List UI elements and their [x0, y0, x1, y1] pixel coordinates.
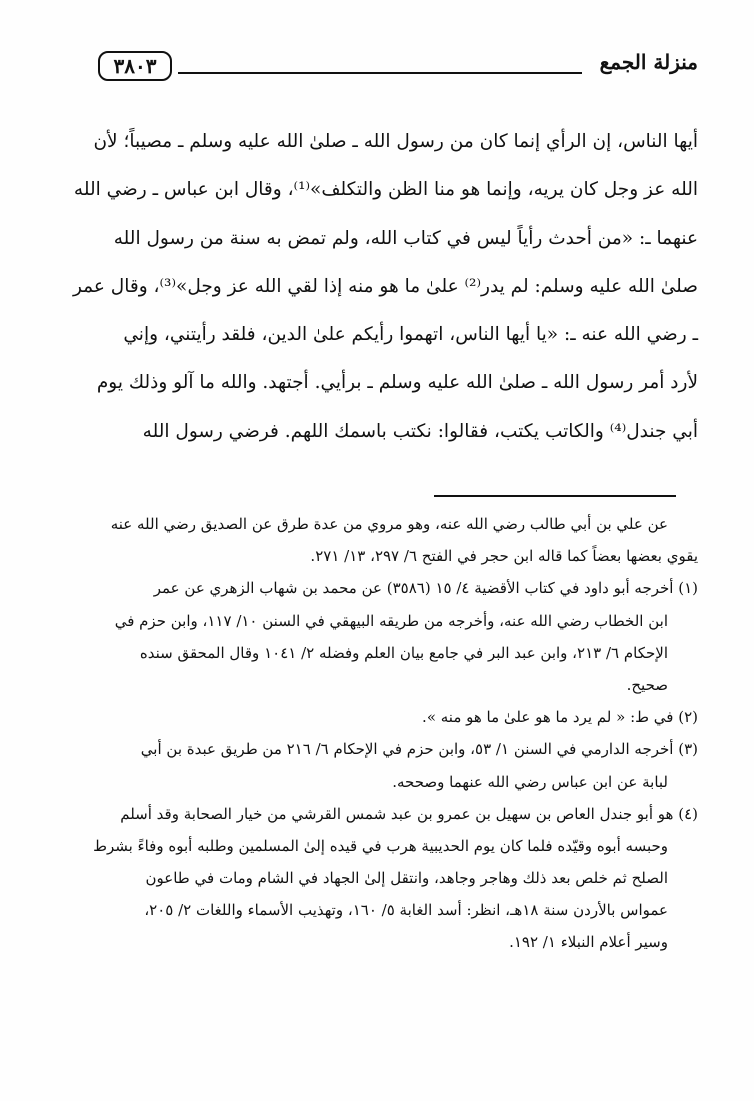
- footnote-4-line: وحبسه أبوه وقيّده فلما كان يوم الحديبية هرب في قيده إلىٰ المسلمين وطلبه أبوه وفاءً بشرط: [93, 836, 668, 855]
- footnote-continuation-line: يقوي بعضها بعضاً كما قاله ابن حجر في الفتح ٦/ ٢٩٧، ١٣/ ٢٧١.: [310, 547, 698, 566]
- running-header: [98, 50, 698, 86]
- main-line: أبي جندل⁽⁴⁾ والكاتب يكتب، فقالوا: نكتب باسمك اللهم. فرضي رسول الله: [142, 420, 698, 442]
- footnote-4-line: الصلح ثم خلص بعد ذلك وهاجر وجاهد، وانتقل إلىٰ الجهاد في الشام ومات في طاعون: [145, 869, 668, 888]
- footnote-1-line: (١) أخرجه أبو داود في كتاب الأقضية ٤/ ١٥ (٣٥٨٦) عن محمد بن شهاب الزهري عن عمر: [153, 579, 698, 598]
- main-line: عنهما ـ: «من أحدث رأياً ليس في كتاب الله، ولم تمض به سنة من رسول الله: [113, 227, 698, 249]
- footnotes: [94, 508, 698, 959]
- footnote-1-line: ابن الخطاب رضي الله عنه، وأخرجه من طريقه البيهقي في السنن ١٠/ ١١٧، وابن حزم في: [114, 611, 668, 630]
- footnote-continuation-line: عن علي بن أبي طالب رضي الله عنه، وهو مروي من عدة طرق عن الصديق رضي الله عنه: [110, 515, 668, 533]
- main-line: ـ رضي الله عنه ـ: «يا أيها الناس، اتهموا رأيكم علىٰ الدين، فلقد رأيتني، وإني: [123, 324, 698, 346]
- footnote-1-line: صحيح.: [626, 675, 668, 694]
- main-line: لأرد أمر رسول الله ـ صلىٰ الله عليه وسلم ـ برأيي. أجتهد. والله ما آلو وذلك يوم: [96, 372, 698, 394]
- footnote-2-line: (٢) في ط: « لم يرد ما هو علىٰ ما هو منه ».: [422, 708, 698, 727]
- footnote-3-line: (٣) أخرجه الدارمي في السنن ١/ ٥٣، وابن حزم في الإحكام ٦/ ٢١٦ من طريق عبدة بن أبي: [140, 740, 698, 759]
- main-line: الله عز وجل كان يريه، وإنما هو منا الظن والتكلف»⁽¹⁾، وقال ابن عباس ـ رضي الله: [73, 179, 698, 201]
- footnote-4-line: (٤) هو أبو جندل العاص بن سهيل بن عمرو بن عبد شمس القرشي من خيار الصحابة وقد أسلم: [120, 804, 698, 823]
- footnote-3-line: لبابة عن ابن عباس رضي الله عنهما وصححه.: [392, 772, 668, 791]
- footnote-divider: [434, 495, 676, 497]
- footnote-1-line: الإحكام ٦/ ٢١٣، وابن عبد البر في جامع بيان العلم وفضله ٢/ ١٠٤١ وقال المحقق سنده: [139, 643, 668, 662]
- header-rule: [178, 72, 582, 74]
- main-text: [72, 118, 698, 456]
- footnote-4-line: وسير أعلام النبلاء ١/ ١٩٢.: [509, 933, 668, 952]
- main-line: صلىٰ الله عليه وسلم: لم يدر⁽²⁾ علىٰ ما هو منه إذا لقي الله عز وجل»⁽³⁾، وقال عمر: [72, 275, 698, 297]
- footnote-4-line: عمواس بالأردن سنة ١٨هـ، انظر: أسد الغابة ٥/ ١٦٠، وتهذيب الأسماء واللغات ٢/ ٢٠٥،: [144, 901, 668, 920]
- chapter-title: منزلة الجمع: [599, 50, 698, 74]
- main-line: أيها الناس، إن الرأي إنما كان من رسول الله ـ صلىٰ الله عليه وسلم ـ مصيباً؛ لأن: [93, 131, 698, 152]
- page-number: ٣٨٠٣: [98, 51, 172, 81]
